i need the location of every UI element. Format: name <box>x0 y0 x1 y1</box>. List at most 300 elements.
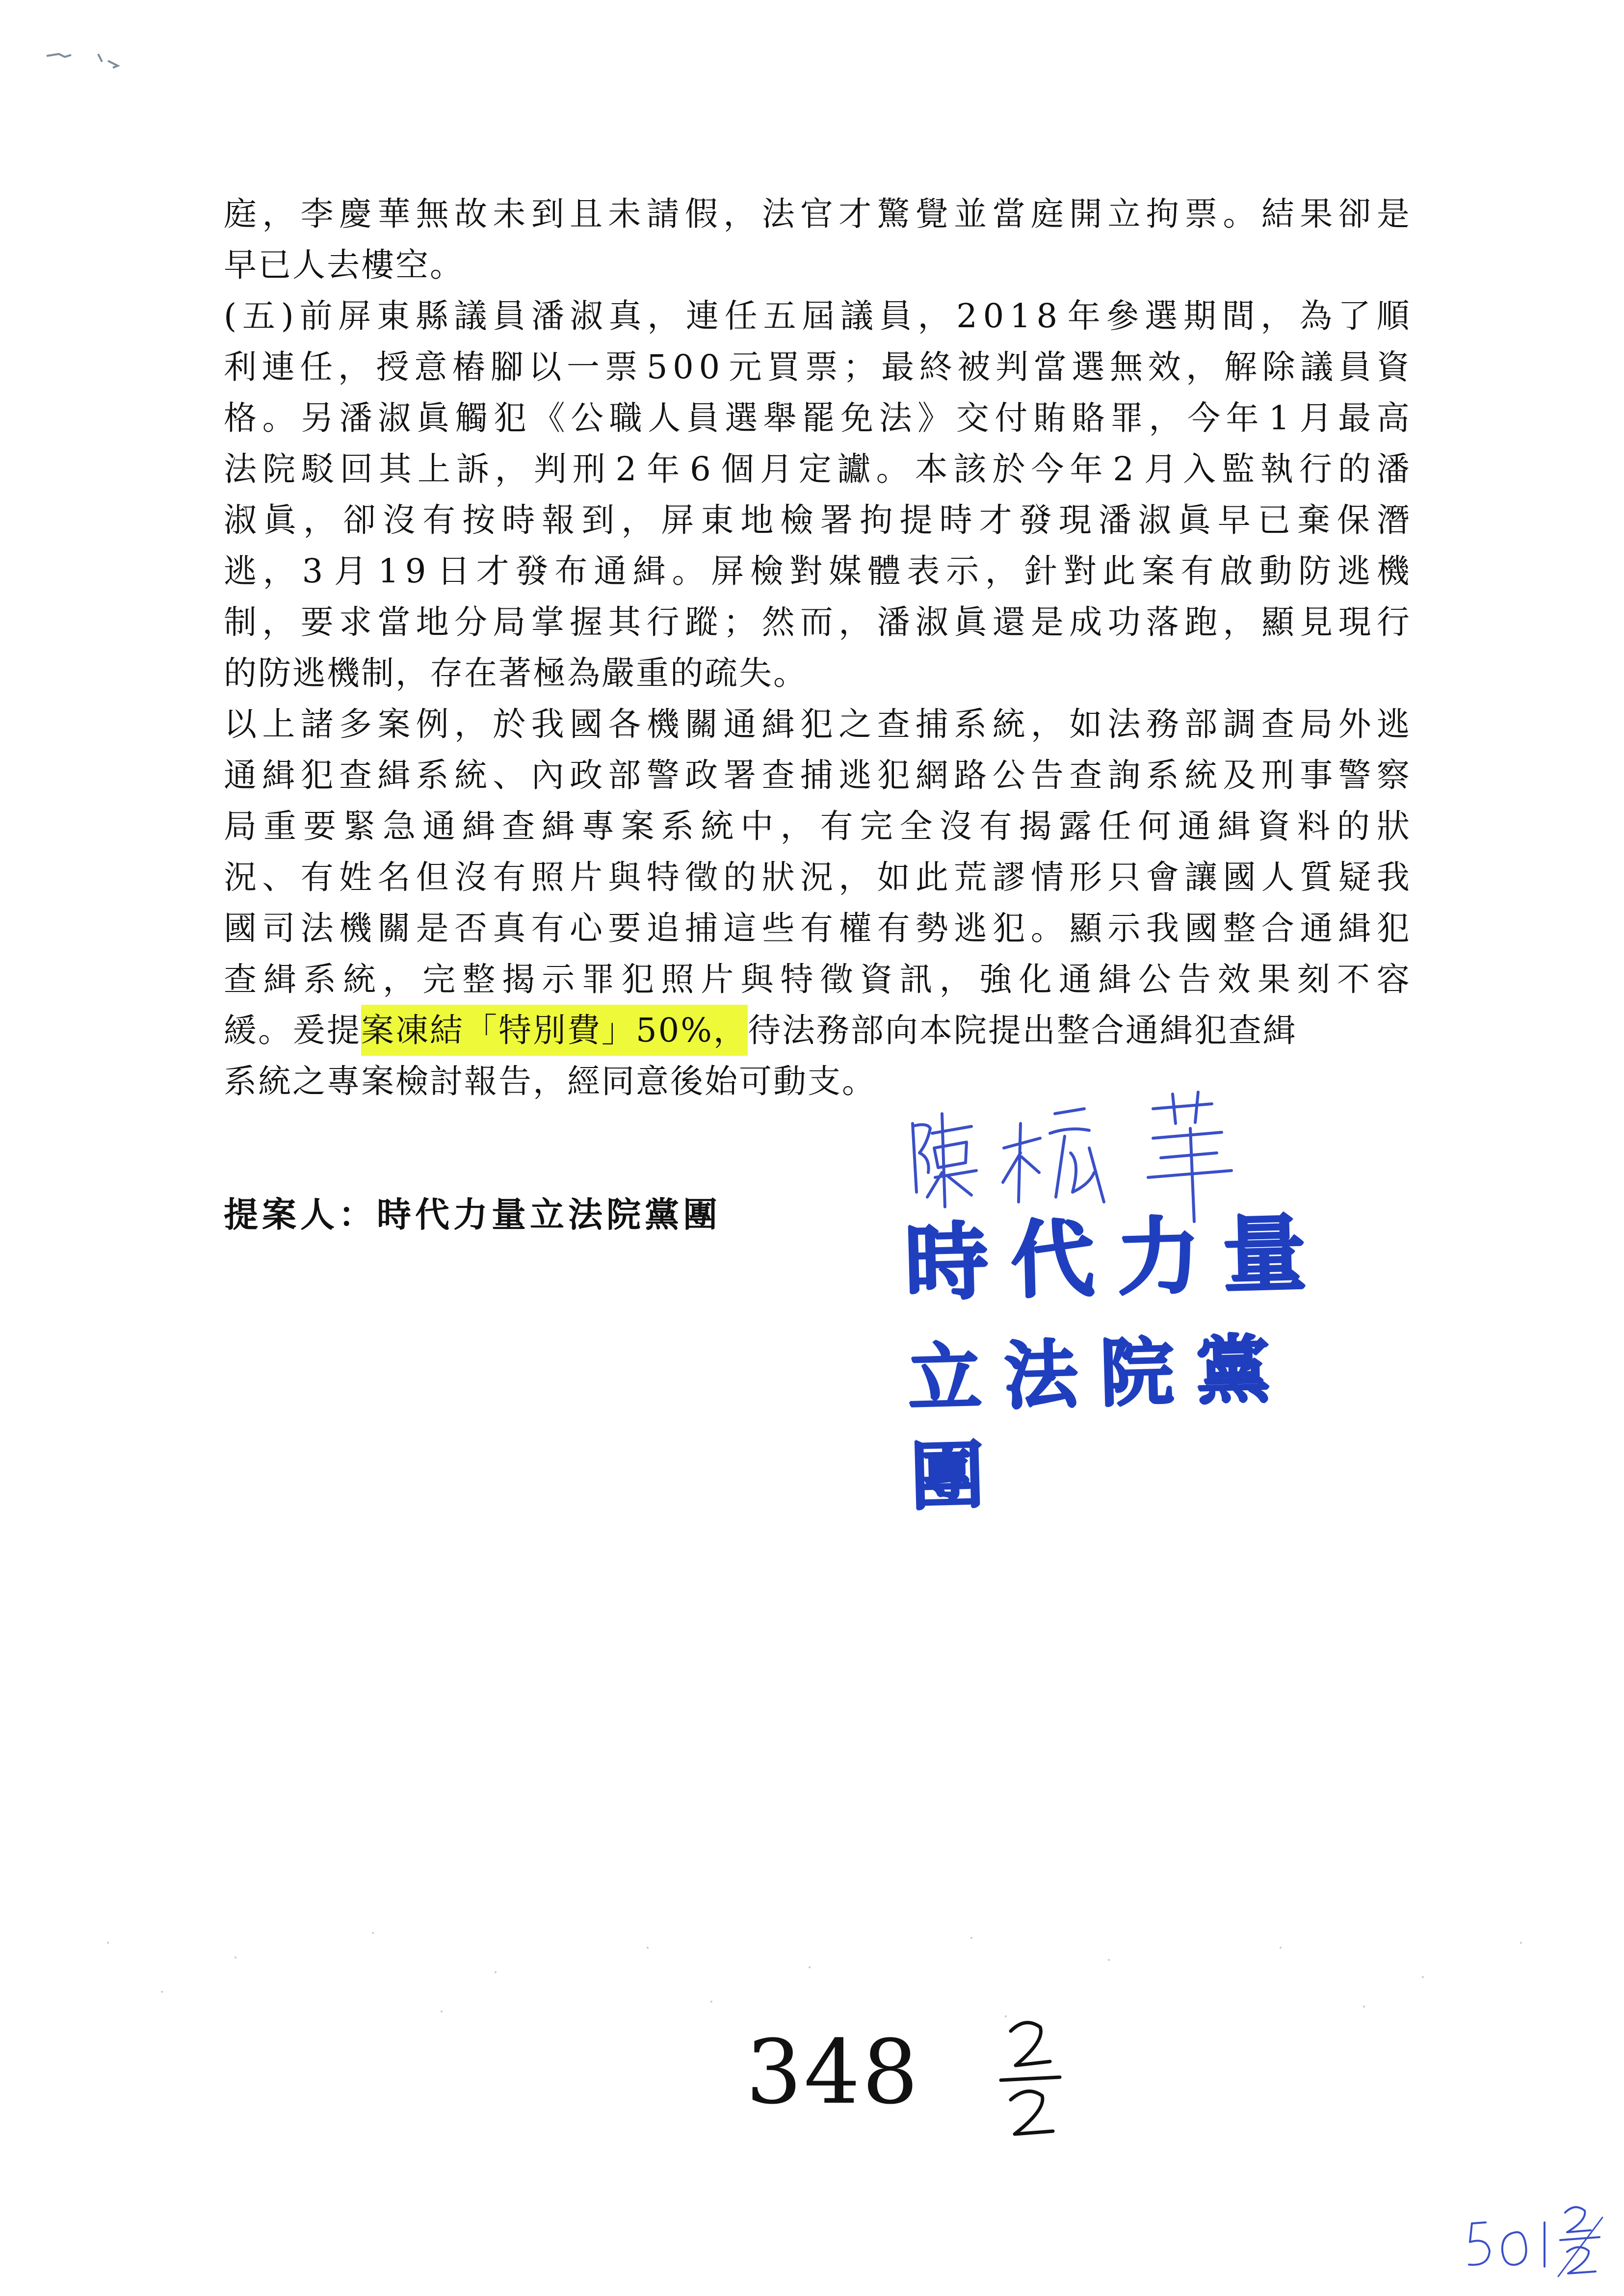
party-caucus-stamp <box>904 1201 1353 1526</box>
text-char: 針 <box>1024 552 1059 590</box>
text-char: 追 <box>646 909 681 947</box>
text-char: 公 <box>1138 960 1173 998</box>
text-char: 沒 <box>383 501 418 539</box>
text-char: 機 <box>646 705 681 743</box>
text-char: 求 <box>339 603 373 641</box>
text-char: 期 <box>1183 297 1218 335</box>
text-char: 判 <box>995 348 1030 386</box>
text-char: 2 <box>615 450 638 488</box>
text-char: ， <box>383 960 418 998</box>
text-char: 此 <box>1102 552 1137 590</box>
text-char: 上 <box>262 705 297 743</box>
text-char: 統 <box>701 807 735 845</box>
text-char: 路 <box>954 756 989 794</box>
text-char: 況 <box>224 858 258 896</box>
text-char: 3 <box>302 552 325 590</box>
text-char: 屏 <box>661 501 696 539</box>
text-char: 順 <box>1376 297 1411 335</box>
text-char: 的 <box>1337 450 1372 488</box>
text-char: 犯 <box>800 705 835 743</box>
text-char: 系 <box>303 960 338 998</box>
text-char: 讓 <box>1184 858 1219 896</box>
text-char: 布 <box>554 552 589 590</box>
text-char: 年 <box>1070 450 1104 488</box>
text-char: 潘 <box>877 603 912 641</box>
text-char: 當 <box>377 603 412 641</box>
text-char: 對 <box>1063 552 1098 590</box>
text-char: 機 <box>339 909 373 947</box>
text-char: ； <box>723 603 758 641</box>
text-char: ， <box>838 858 873 896</box>
text-line <box>224 546 1411 597</box>
text-line <box>224 1005 1411 1056</box>
text-char: 通 <box>723 705 758 743</box>
text-char: 員 <box>1338 348 1373 386</box>
text-char: 些 <box>761 909 796 947</box>
text-char: 是 <box>416 909 450 947</box>
document-body-text <box>224 188 1411 1107</box>
text-char: ， <box>838 603 873 641</box>
text-char: ， <box>338 348 372 386</box>
text-char: 淑 <box>915 603 950 641</box>
text-line <box>224 954 1411 1005</box>
text-char: 犯 <box>1376 909 1411 947</box>
text-segment: 緩。爰提 <box>224 1011 361 1049</box>
text-char: 荒 <box>954 858 989 896</box>
text-char: 日 <box>437 552 471 590</box>
text-char: 立 <box>1107 195 1142 233</box>
text-char: 如 <box>1069 705 1104 743</box>
text-char: 公 <box>992 756 1027 794</box>
text-char: 果 <box>1257 960 1292 998</box>
text-char: 假 <box>684 195 719 233</box>
text-char: 統 <box>454 756 489 794</box>
text-char: 分 <box>454 603 489 641</box>
text-char: 入 <box>1182 450 1217 488</box>
text-char: ， <box>303 501 338 539</box>
text-char: 通 <box>1058 960 1093 998</box>
text-char: 腳 <box>490 348 525 386</box>
text-char: 是 <box>1376 195 1411 233</box>
text-char: 議 <box>1300 348 1335 386</box>
text-char: 淑 <box>1138 501 1173 539</box>
text-char: 國 <box>569 705 604 743</box>
text-char: 員 <box>879 297 914 335</box>
text-char: ， <box>262 603 297 641</box>
text-char: 緝 <box>761 705 796 743</box>
text-char: 讞 <box>837 450 872 488</box>
text-char: 1 <box>1268 399 1291 437</box>
text-char: 何 <box>1138 807 1173 845</box>
text-char: 舉 <box>763 399 798 437</box>
text-char: 當 <box>992 195 1027 233</box>
text-char: 。 <box>262 399 297 437</box>
text-char: 才 <box>476 552 511 590</box>
text-char: 防 <box>1298 552 1333 590</box>
text-char: 完 <box>422 960 457 998</box>
text-char: 該 <box>953 450 988 488</box>
text-char: 議 <box>454 297 489 335</box>
text-char: 付 <box>995 399 1029 437</box>
text-char: 判 <box>533 450 568 488</box>
text-line <box>224 852 1411 903</box>
text-char: 只 <box>1107 858 1142 896</box>
text-char: 的 <box>723 858 758 896</box>
text-char: 免 <box>840 399 875 437</box>
text-char: 票 <box>604 348 639 386</box>
text-char: 縣 <box>415 297 450 335</box>
text-char: 通 <box>1300 909 1335 947</box>
text-char: 揭 <box>502 960 537 998</box>
text-char: 訊 <box>899 960 934 998</box>
text-char: 五 <box>763 297 798 335</box>
text-char: 卻 <box>1338 195 1373 233</box>
text-char: 各 <box>608 705 643 743</box>
text-line <box>224 699 1411 750</box>
text-char: 時 <box>939 501 974 539</box>
text-char: 才 <box>838 195 873 233</box>
text-char: ， <box>262 552 297 590</box>
text-char: 局 <box>224 807 258 845</box>
text-char: 賄 <box>1033 399 1068 437</box>
text-char: ， <box>1149 399 1183 437</box>
text-char: 訴 <box>456 450 491 488</box>
text-char: 局 <box>493 603 527 641</box>
text-char: 職 <box>609 399 644 437</box>
text-char: 對 <box>789 552 824 590</box>
text-char: 到 <box>531 195 566 233</box>
text-line <box>224 392 1411 444</box>
text-char: 片 <box>701 960 735 998</box>
text-char: 權 <box>838 909 873 947</box>
text-char: 未 <box>493 195 527 233</box>
text-char: 沒 <box>939 807 974 845</box>
text-char: 否 <box>454 909 489 947</box>
text-char: 局 <box>1300 705 1335 743</box>
text-char: 緝 <box>1098 960 1133 998</box>
text-char: 不 <box>1336 960 1371 998</box>
text-char: 告 <box>1178 960 1212 998</box>
text-char: 通 <box>224 756 258 794</box>
text-char: 。 <box>876 450 911 488</box>
text-char: 跑 <box>1184 603 1219 641</box>
text-char: 最 <box>881 348 916 386</box>
text-char: 、 <box>493 756 527 794</box>
text-char: 其 <box>608 603 643 641</box>
text-char: 前 <box>299 297 334 335</box>
text-char: 徵 <box>820 960 855 998</box>
text-char: 查 <box>1261 705 1296 743</box>
text-char: 關 <box>684 705 719 743</box>
text-char: 通 <box>422 807 457 845</box>
text-char: 務 <box>1146 705 1180 743</box>
text-char: 華 <box>377 195 412 233</box>
text-char: 刻 <box>1297 960 1332 998</box>
text-char: 最 <box>1338 399 1373 437</box>
text-char: ， <box>1186 348 1221 386</box>
text-char: 體 <box>867 552 902 590</box>
text-char: 現 <box>1338 603 1373 641</box>
text-char: 眞 <box>263 501 298 539</box>
text-char: 任 <box>1098 807 1133 845</box>
text-char: 拘 <box>1146 195 1180 233</box>
text-char: 通 <box>1178 807 1212 845</box>
text-char: 賂 <box>1072 399 1106 437</box>
text-char: 案 <box>1142 552 1177 590</box>
text-char: 拘 <box>860 501 894 539</box>
text-char: 系 <box>1146 756 1180 794</box>
text-char: 有 <box>493 858 527 896</box>
text-char: 捕 <box>915 705 950 743</box>
text-char: 現 <box>1058 501 1093 539</box>
text-char: 票 <box>805 348 839 386</box>
text-char: 示 <box>542 960 576 998</box>
text-char: 片 <box>569 858 604 896</box>
text-char: 諸 <box>300 705 335 743</box>
text-char: 棄 <box>1297 501 1332 539</box>
text-char: 與 <box>740 960 775 998</box>
text-char: 選 <box>1145 297 1179 335</box>
text-char: 查 <box>761 756 796 794</box>
text-char: 。 <box>1223 195 1257 233</box>
text-char: 查 <box>877 705 912 743</box>
text-char: 選 <box>1072 348 1106 386</box>
text-char: 一 <box>566 348 601 386</box>
text-char: 、 <box>262 858 297 896</box>
text-char: 慶 <box>339 195 373 233</box>
text-char: 觸 <box>455 399 490 437</box>
text-char: 有 <box>877 909 912 947</box>
text-char: 見 <box>1300 603 1335 641</box>
text-char: 蹤 <box>684 603 719 641</box>
text-char: 高 <box>1376 399 1411 437</box>
text-segment: 的防逃機制，存在著極為嚴重的疏失。 <box>224 654 808 692</box>
text-char: 行 <box>1299 450 1334 488</box>
text-line <box>224 341 1411 392</box>
text-char: 公 <box>571 399 605 437</box>
text-char: 《 <box>532 399 567 437</box>
text-char: 狀 <box>761 858 796 896</box>
text-char: 犯 <box>300 756 335 794</box>
text-char: 發 <box>1019 501 1053 539</box>
text-char: 庭 <box>1030 195 1065 233</box>
text-char: 制 <box>224 603 258 641</box>
text-char: 潘 <box>339 399 374 437</box>
text-char: ， <box>723 195 758 233</box>
text-char: 我 <box>1146 909 1180 947</box>
text-char: 要 <box>300 603 335 641</box>
text-char: 於 <box>493 705 527 743</box>
text-char: 1 <box>378 552 400 590</box>
text-char: 個 <box>721 450 756 488</box>
text-char: 1 <box>1010 297 1032 335</box>
text-char: 效 <box>1148 348 1182 386</box>
text-char: 眞 <box>416 399 451 437</box>
text-char: 當 <box>1033 348 1068 386</box>
text-char: 保 <box>1336 501 1371 539</box>
text-char: 署 <box>723 756 758 794</box>
text-char: 掌 <box>531 603 566 641</box>
text-char: 查 <box>502 807 537 845</box>
text-char: 發 <box>515 552 550 590</box>
text-char: 查 <box>339 756 373 794</box>
text-char: ， <box>1030 705 1065 743</box>
text-char: 授 <box>376 348 411 386</box>
text-char: ， <box>621 501 656 539</box>
text-char: 網 <box>915 756 950 794</box>
text-char: 了 <box>1337 297 1372 335</box>
text-char: ， <box>939 960 974 998</box>
text-char: 結 <box>1261 195 1296 233</box>
text-char: 資 <box>1376 348 1411 386</box>
text-char: 回 <box>340 450 374 488</box>
text-char: 屏 <box>338 297 373 335</box>
text-char: 定 <box>798 450 833 488</box>
text-char: 特 <box>646 858 681 896</box>
text-char: 5 <box>646 348 669 386</box>
text-char: 驚 <box>877 195 912 233</box>
text-char: 整 <box>1223 909 1257 947</box>
text-char: 以 <box>528 348 563 386</box>
text-char: 捕 <box>800 756 835 794</box>
text-char: 查 <box>1069 756 1104 794</box>
text-char: 有 <box>820 807 855 845</box>
text-char: 檢 <box>750 552 785 590</box>
text-char: 真 <box>493 909 527 947</box>
text-char: 功 <box>1107 603 1142 641</box>
text-char: 且 <box>569 195 604 233</box>
text-char: 照 <box>531 858 566 896</box>
text-char: 事 <box>1300 756 1335 794</box>
text-char: 的 <box>1336 807 1371 845</box>
text-char: 6 <box>690 450 712 488</box>
text-char: 急 <box>383 807 418 845</box>
text-char: 此 <box>915 858 950 896</box>
text-char: 緝 <box>262 756 297 794</box>
text-char: 開 <box>1069 195 1104 233</box>
text-char: 。 <box>672 552 707 590</box>
text-char: 統 <box>343 960 378 998</box>
text-char: 買 <box>767 348 802 386</box>
text-segment: 早已人去樓空。 <box>224 246 464 284</box>
text-char: 媒 <box>828 552 863 590</box>
text-char: 是 <box>1030 603 1065 641</box>
text-char: 化 <box>1019 960 1053 998</box>
text-char: 罷 <box>802 399 837 437</box>
text-char: 被 <box>957 348 992 386</box>
text-char: 案 <box>621 807 656 845</box>
text-char: 月 <box>760 450 794 488</box>
text-char: 重 <box>263 807 298 845</box>
text-char: 案 <box>377 705 412 743</box>
text-line <box>224 648 1411 699</box>
text-char: ， <box>1223 603 1257 641</box>
text-char: 無 <box>416 195 450 233</box>
text-char: 解 <box>1224 348 1258 386</box>
text-char: 以 <box>224 705 258 743</box>
text-char: 系 <box>954 705 989 743</box>
text-line <box>224 903 1411 954</box>
text-char: 犯 <box>621 960 656 998</box>
text-char: ， <box>985 552 1020 590</box>
text-char: 姓 <box>339 858 373 896</box>
text-char: 國 <box>224 909 258 947</box>
text-char: 0 <box>983 297 1006 335</box>
text-char: 逃 <box>1337 552 1372 590</box>
text-char: 系 <box>661 807 696 845</box>
text-char: 故 <box>454 195 489 233</box>
text-char: 成 <box>1069 603 1104 641</box>
text-char: 除 <box>1262 348 1297 386</box>
text-char: ， <box>1260 297 1295 335</box>
text-char: 東 <box>377 297 412 335</box>
text-char: 統 <box>992 705 1027 743</box>
text-char: 庭 <box>224 195 258 233</box>
text-line <box>224 801 1411 852</box>
text-char: 檢 <box>780 501 815 539</box>
text-char: 請 <box>646 195 681 233</box>
text-char: 五 <box>242 297 277 335</box>
text-line <box>224 188 1411 239</box>
text-char: 查 <box>224 960 258 998</box>
text-char: 特 <box>780 960 815 998</box>
text-char: 犯 <box>992 909 1027 947</box>
text-char: 有 <box>300 858 335 896</box>
text-char: 間 <box>1222 297 1257 335</box>
text-char: ， <box>262 195 297 233</box>
text-char: 名 <box>377 858 412 896</box>
text-char: 為 <box>1299 297 1334 335</box>
text-char: 警 <box>1338 756 1373 794</box>
text-char: 強 <box>979 960 1014 998</box>
text-char: 0 <box>673 348 695 386</box>
text-char: 有 <box>1180 552 1215 590</box>
text-char: 犯 <box>493 399 528 437</box>
text-line <box>224 597 1411 648</box>
text-char: 察 <box>1376 756 1411 794</box>
text-char: 官 <box>800 195 835 233</box>
text-char: 格 <box>224 399 258 437</box>
text-char: 員 <box>493 297 527 335</box>
text-char: 卻 <box>343 501 378 539</box>
text-char: 國 <box>1223 858 1257 896</box>
text-char: 國 <box>1184 909 1219 947</box>
text-char: 有 <box>979 807 1014 845</box>
text-char: 啟 <box>1220 552 1255 590</box>
text-char: 眞 <box>954 603 989 641</box>
text-char: 容 <box>1376 960 1411 998</box>
text-char: 及 <box>1223 756 1257 794</box>
text-char: 院 <box>262 450 297 488</box>
text-char: 效 <box>1217 960 1252 998</box>
text-char: 犯 <box>877 756 912 794</box>
text-char: 參 <box>1106 297 1141 335</box>
text-char: 時 <box>502 501 537 539</box>
text-char: 提 <box>899 501 934 539</box>
text-line <box>224 290 1411 341</box>
text-char: 。 <box>1030 909 1065 947</box>
text-char: 還 <box>992 603 1027 641</box>
text-char: 任 <box>300 348 335 386</box>
text-char: 合 <box>1261 909 1296 947</box>
text-char: 李 <box>300 195 335 233</box>
text-char: 真 <box>608 297 643 335</box>
corner-handwritten-note <box>1462 2193 1619 2281</box>
text-char: 未 <box>608 195 643 233</box>
text-char: 員 <box>686 399 721 437</box>
text-char: 部 <box>608 756 643 794</box>
text-char: 機 <box>1376 552 1411 590</box>
